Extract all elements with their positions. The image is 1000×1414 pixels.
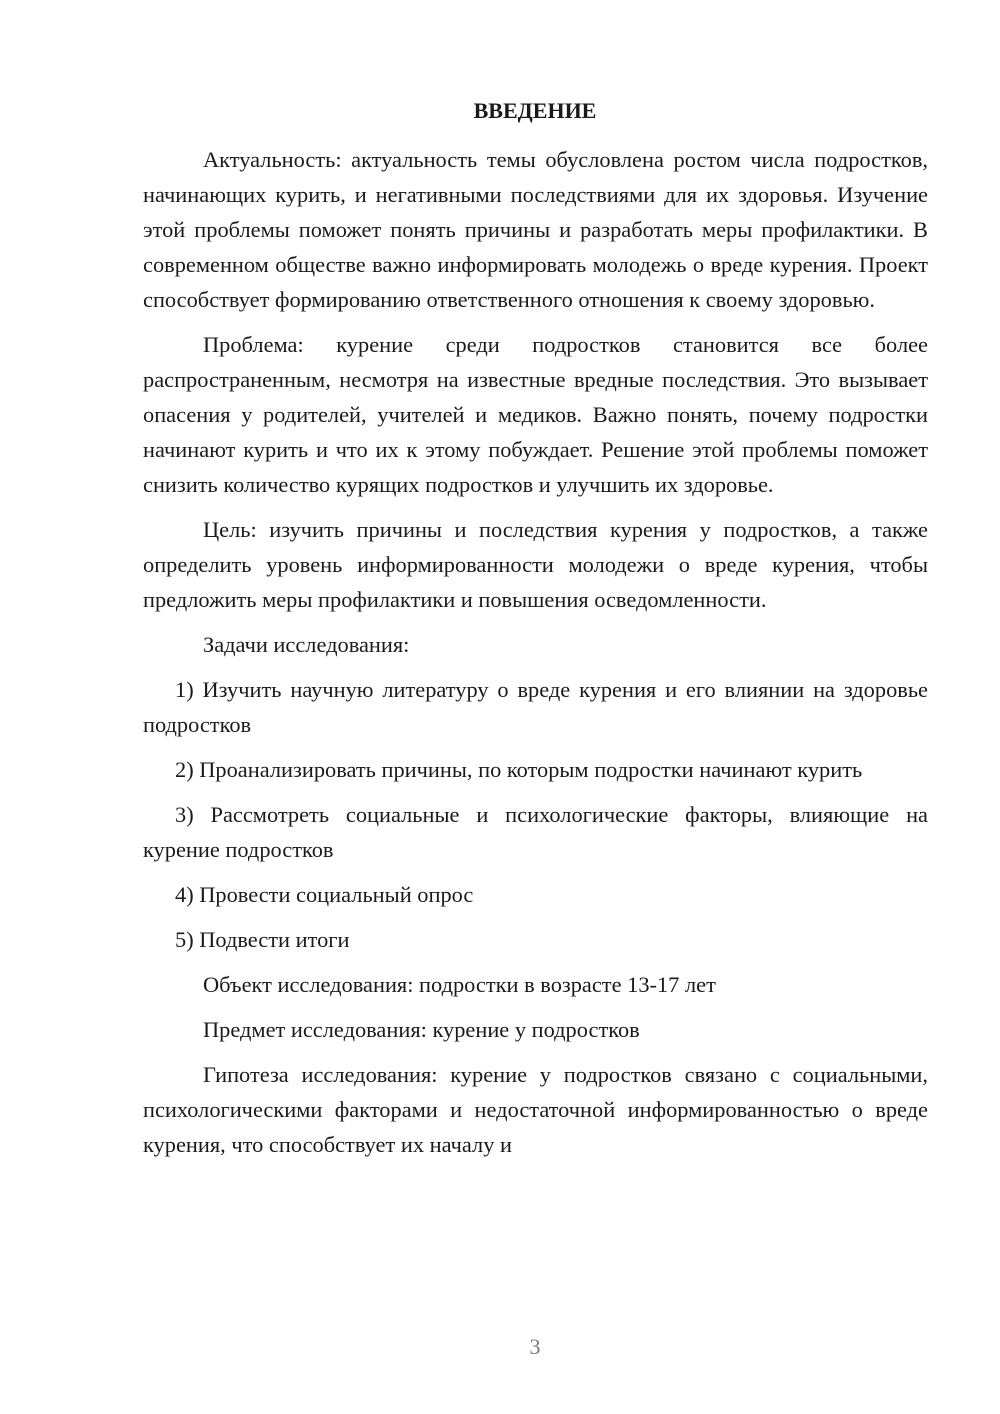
task-item-2: 2) Проанализировать причины, по которым подростки начинают курить	[175, 757, 863, 782]
object-paragraph: Объект исследования: подростки в возрасте 13-17 лет	[203, 972, 716, 997]
task-item-5: 5) Подвести итоги	[175, 927, 350, 952]
page-title: ВВЕДЕНИЕ	[473, 98, 597, 123]
subject-paragraph: Предмет исследования: курение у подростков	[203, 1017, 640, 1042]
task-item-4: 4) Провести социальный опрос	[175, 882, 474, 907]
task-item-1: 1) Изучить научную литературу о вреде курения и его влиянии на здоровье подростков	[143, 677, 928, 737]
goal-paragraph: Цель: изучить причины и последствия курения у подростков, а также определить уровень информированности молодежи о вреде курения, чтобы предложить меры профилактики и повышения осведомленности.	[143, 517, 928, 612]
problem-paragraph: Проблема: курение среди подростков становится все более распространенным, несмотря на известные вредные последствия. Это вызывает опасения у родителей, учителей и медиков. Важно понять, почему подростки начинают курить и что их к этому побуждает. Решение этой проблемы поможет снизить количество курящих подростков и улучшить их здоровье.	[143, 332, 928, 497]
tasks-heading: Задачи исследования:	[203, 632, 410, 657]
relevance-paragraph: Актуальность: актуальность темы обусловлена ростом числа подростков, начинающих курить, и негативными последствиями для их здоровья. Изучение этой проблемы поможет понять причины и разработать меры профилактики. В современном обществе важно информировать молодежь о вреде курения. Проект способствует формированию ответственного отношения к своему здоровью.	[143, 147, 928, 312]
task-item-3: 3) Рассмотреть социальные и психологические факторы, влияющие на курение подростков	[143, 802, 928, 862]
hypothesis-paragraph: Гипотеза исследования: курение у подростков связано с социальными, психологическими факторами и недостаточной информированностью о вреде курения, что способствует их началу и	[143, 1062, 928, 1157]
document-body	[143, 142, 928, 1172]
page-number: 3	[529, 1334, 541, 1359]
